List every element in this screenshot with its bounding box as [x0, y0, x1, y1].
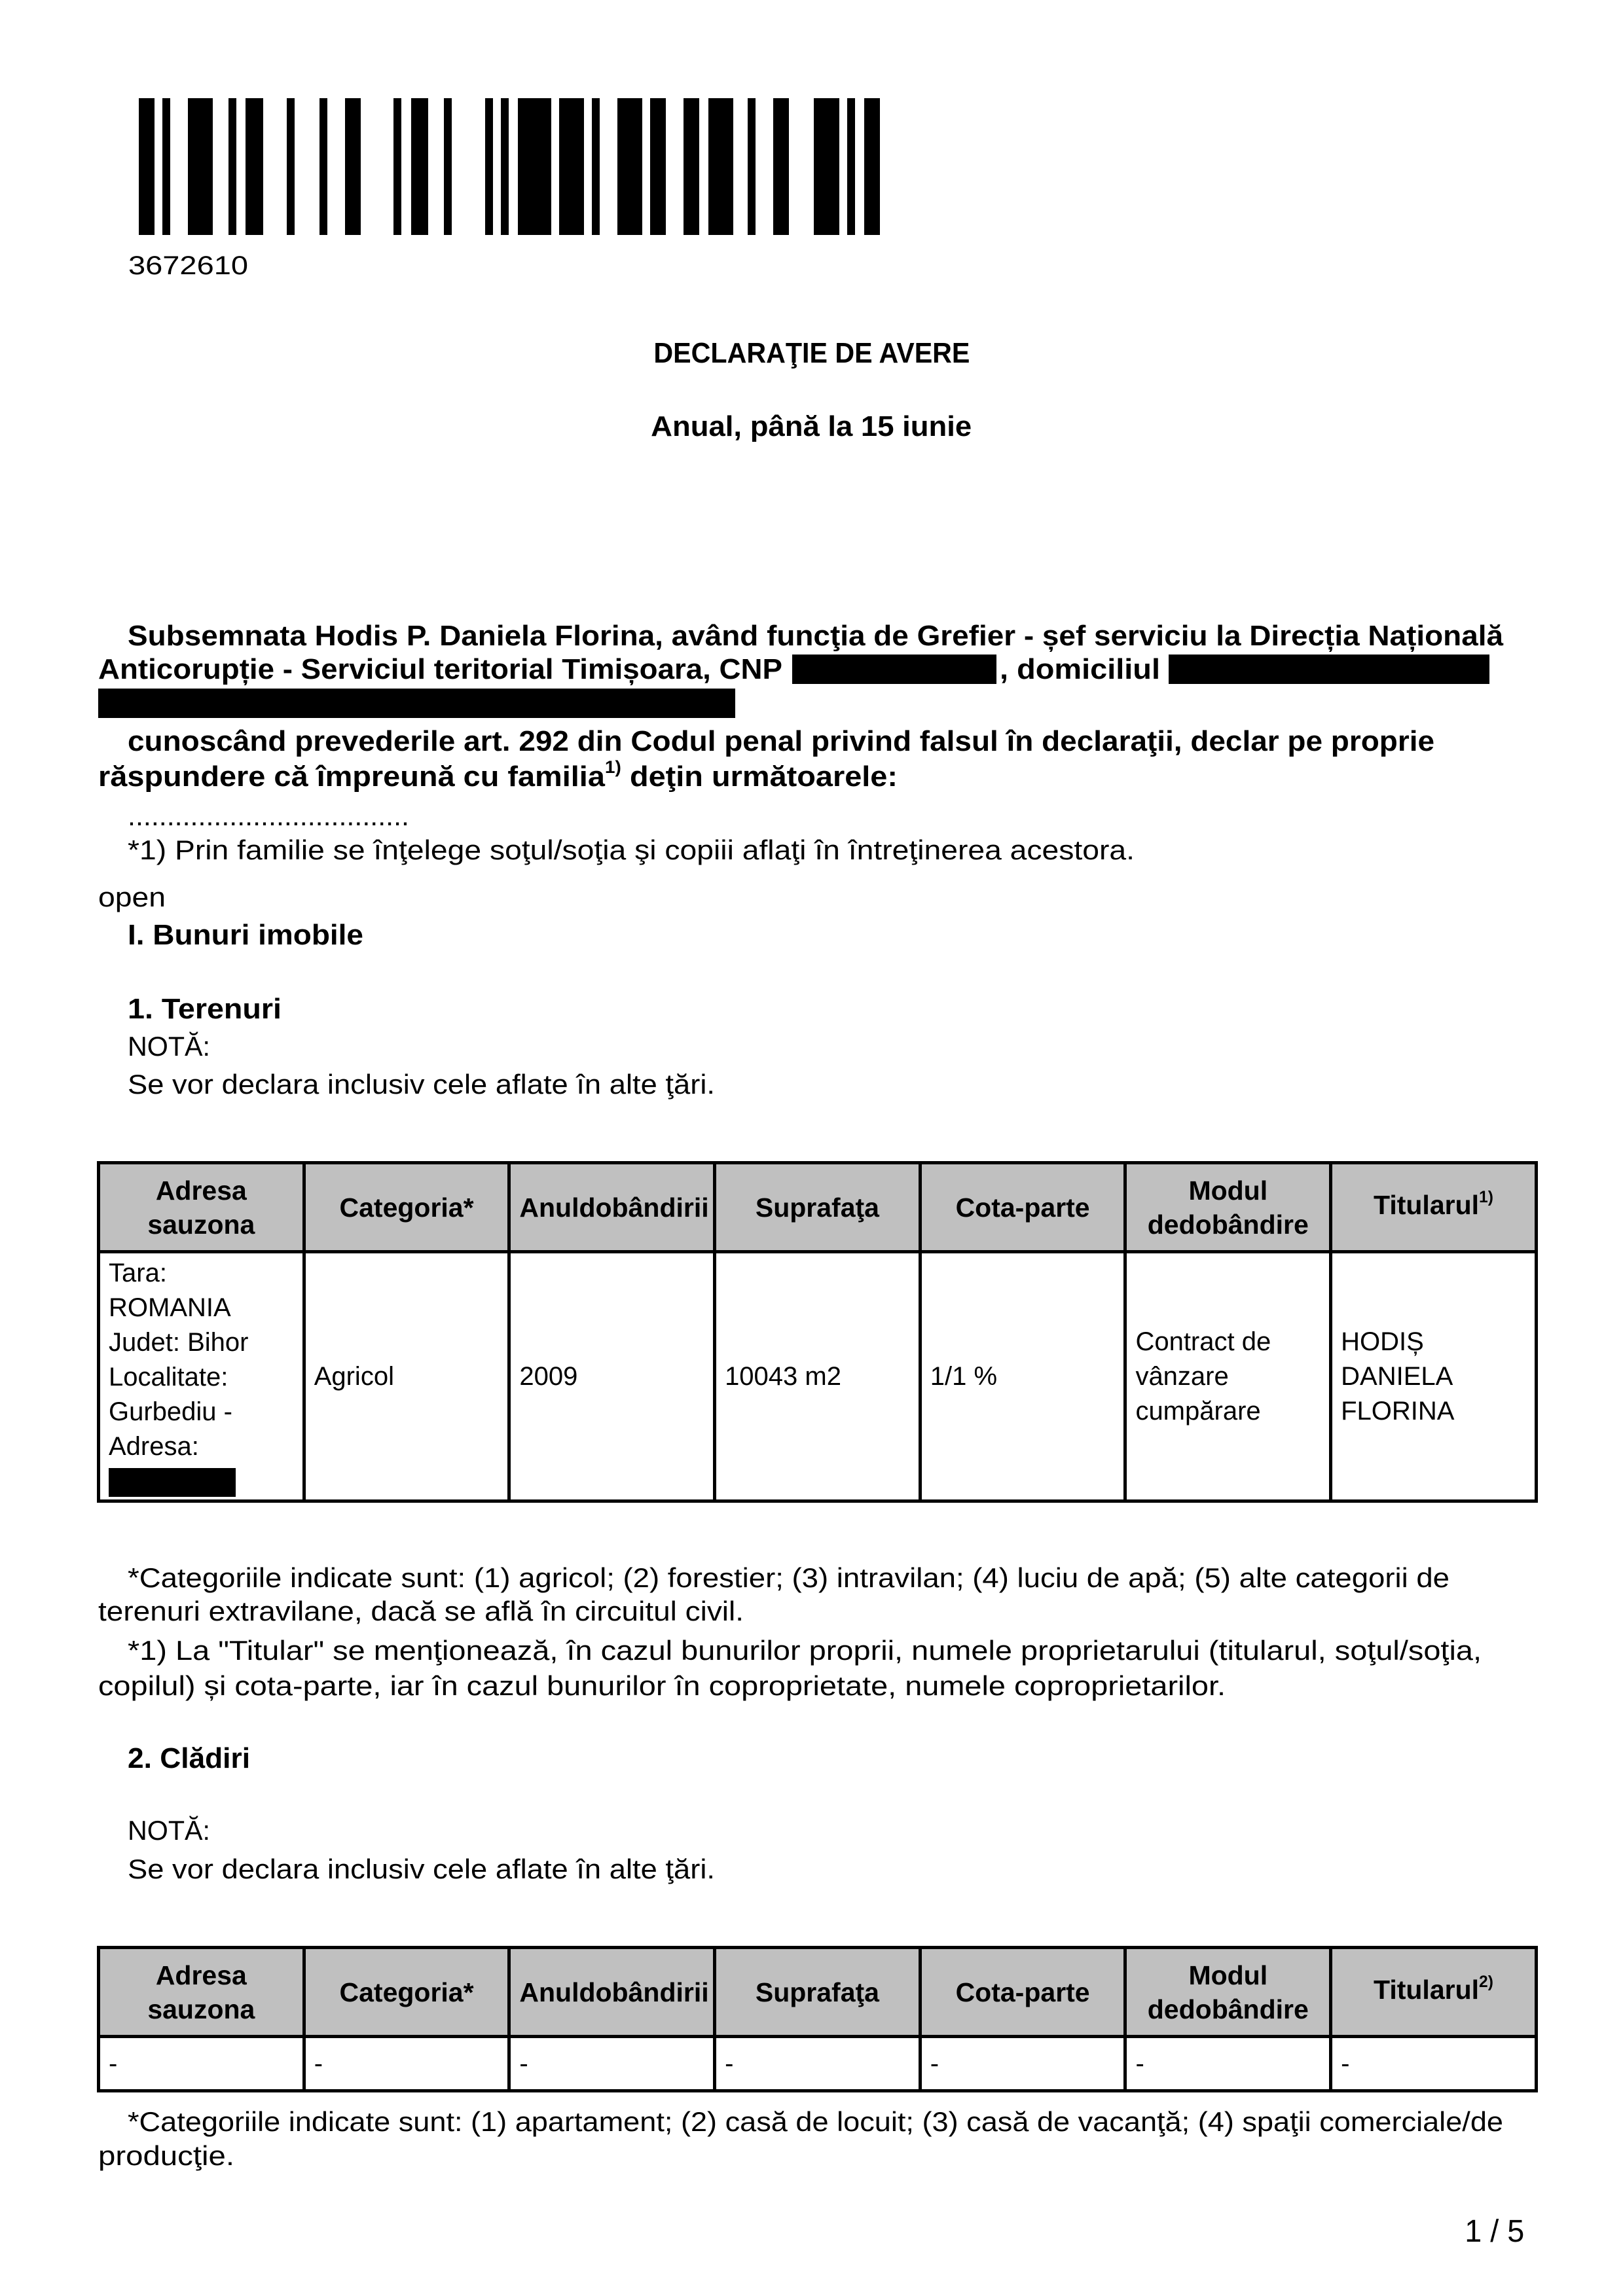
barcode-number: 3672610: [128, 251, 248, 280]
dotted-placeholder: ....................................: [128, 800, 409, 831]
barcode-bar: [684, 98, 699, 235]
terenuri-table: [97, 1161, 1538, 1503]
intro-line-4: [98, 757, 898, 793]
cell-share: 1/1 %: [920, 1252, 1125, 1501]
family-footnote: *1) Prin familie se înţelege soţul/soţia şi copiii aflaţi în întreţinerea acestora.: [128, 834, 1135, 865]
intro-line-1: Subsemnata Hodis P. Daniela Florina, având funcţia de Grefier - șef serviciu la Direcția Națională: [128, 620, 1503, 652]
footnote-ref-2: 2): [1479, 1973, 1493, 1991]
barcode-bar: [518, 98, 551, 235]
col-header-adresa: Adresa sauzona: [99, 1163, 304, 1252]
intro-line-2: Anticorupție - Serviciul teritorial Timișoara, CNP: [98, 653, 782, 685]
note-label-cladiri: NOTĂ:: [128, 1815, 210, 1846]
cell-category: -: [304, 2037, 509, 2091]
cell-holder: HODIȘ DANIELA FLORINA: [1331, 1252, 1537, 1501]
page-indicator: 1 / 5: [1465, 2214, 1525, 2249]
table-row: [99, 2037, 1537, 2091]
document-subtitle: [0, 412, 1623, 441]
cell-address: Tara: ROMANIA Judet: Bihor Localitate: Gurbediu - Adresa:: [99, 1252, 304, 1501]
cell-category: Agricol: [304, 1252, 509, 1501]
terenuri-table-header-row: [99, 1163, 1537, 1252]
barcode-bar: [708, 98, 733, 235]
cell-year: -: [509, 2037, 715, 2091]
barcode-bar: [501, 98, 509, 235]
barcode-bar: [592, 98, 600, 235]
titular-footnote-line-2: copilul) și cota-parte, iar în cazul bunurilor în coproprietate, numele coproprietarilor.: [98, 1670, 1226, 1701]
cell-area: -: [715, 2037, 921, 2091]
cell-share: -: [920, 2037, 1125, 2091]
cell-holder: -: [1331, 2037, 1537, 2091]
col-header-titularul: Titularul$^{2)}$: [1331, 1948, 1537, 2037]
intro-line-2-domicile-label: , domiciliul: [1000, 653, 1160, 685]
building-categories-footnote-line-1: *Categoriile indicate sunt: (1) apartament; (2) casă de locuit; (3) casă de vacanţă; (4) spaţii comerciale/de: [128, 2106, 1503, 2137]
barcode-bar: [345, 98, 361, 235]
cell-acquisition: -: [1125, 2037, 1331, 2091]
barcode-bar: [617, 98, 642, 235]
redacted-domicile: [1169, 655, 1489, 684]
note-text-terenuri: Se vor declara inclusiv cele aflate în alte ţări.: [128, 1069, 715, 1100]
col-header-categoria: Categoria*: [304, 1948, 509, 2037]
document-title: [0, 339, 1623, 368]
barcode: [139, 98, 880, 235]
cell-year: 2009: [509, 1252, 715, 1501]
col-header-cota-parte: Cota-parte: [920, 1163, 1125, 1252]
barcode-bar: [847, 98, 855, 235]
redacted-cnp: [792, 655, 996, 684]
titular-footnote-line-1: *1) La "Titular" se menţionează, în cazul bunurilor proprii, numele proprietarului (titularul, soţul/soţia,: [128, 1635, 1482, 1666]
section-heading-bunuri-imobile: I. Bunuri imobile: [128, 919, 363, 951]
note-label-terenuri: NOTĂ:: [128, 1031, 210, 1062]
table-row: [99, 1252, 1537, 1501]
barcode-bar: [162, 98, 170, 235]
intro-line-4-suffix: deţin următoarele:: [621, 761, 898, 793]
intro-line-4-prefix: răspundere că împreună cu familia: [98, 761, 605, 793]
col-header-adresa: Adresa sauzona: [99, 1948, 304, 2037]
barcode-bar: [188, 98, 213, 235]
col-header-modul: Modul dedobândire: [1125, 1163, 1331, 1252]
intro-line-3: cunoscând prevederile art. 292 din Codul penal privind falsul în declaraţii, declar pe proprie: [128, 725, 1434, 757]
barcode-bar: [650, 98, 666, 235]
barcode-bar: [485, 98, 493, 235]
col-header-anul: Anuldobândirii: [509, 1948, 715, 2037]
categories-footnote-line-1: *Categoriile indicate sunt: (1) agricol; (2) forestier; (3) intravilan; (4) luciu de apă; (5) alte categorii de: [128, 1562, 1450, 1593]
barcode-bar: [246, 98, 263, 235]
subsection-heading-terenuri: 1. Terenuri: [128, 993, 282, 1025]
barcode-bar: [748, 98, 756, 235]
subsection-heading-cladiri: 2. Clădiri: [128, 1742, 250, 1774]
col-header-modul: Modul dedobândire: [1125, 1948, 1331, 2037]
document-subtitle-text: Anual, până la 15 iunie: [651, 410, 972, 442]
barcode-bar: [228, 98, 236, 235]
note-text-cladiri: Se vor declara inclusiv cele aflate în alte ţări.: [128, 1854, 715, 1884]
cell-address: -: [99, 2037, 304, 2091]
barcode-bar: [287, 98, 295, 235]
cell-area: 10043 m2: [715, 1252, 921, 1501]
col-header-suprafata: Suprafaţa: [715, 1948, 921, 2037]
col-header-categoria: Categoria*: [304, 1163, 509, 1252]
footnote-ref-1: 1): [604, 757, 621, 778]
redacted-domicile-continued: [98, 689, 735, 718]
barcode-bar: [559, 98, 584, 235]
categories-footnote-line-2: terenuri extravilane, dacă se află în circuitul civil.: [98, 1596, 744, 1626]
building-categories-footnote-line-2: producţie.: [98, 2140, 234, 2171]
footnote-ref-1: 1): [1479, 1188, 1493, 1206]
redacted-address: [109, 1468, 236, 1497]
barcode-bar: [773, 98, 789, 235]
barcode-bar: [393, 98, 401, 235]
col-header-cota-parte: Cota-parte: [920, 1948, 1125, 2037]
open-label: open: [98, 882, 166, 912]
cell-acquisition: Contract de vânzare cumpărare: [1125, 1252, 1331, 1501]
col-header-titularul: Titularul$^{1)}$: [1331, 1163, 1537, 1252]
cladiri-table: [97, 1946, 1538, 2092]
barcode-bar: [411, 98, 428, 235]
barcode-bar: [444, 98, 452, 235]
cladiri-table-header-row: [99, 1948, 1537, 2037]
barcode-bar: [319, 98, 327, 235]
barcode-bar: [864, 98, 880, 235]
col-header-suprafata: Suprafaţa: [715, 1163, 921, 1252]
barcode-bar: [814, 98, 839, 235]
col-header-anul: Anuldobândirii: [509, 1163, 715, 1252]
barcode-bar: [139, 98, 155, 235]
document-title-text: DECLARAŢIE DE AVERE: [653, 337, 970, 369]
